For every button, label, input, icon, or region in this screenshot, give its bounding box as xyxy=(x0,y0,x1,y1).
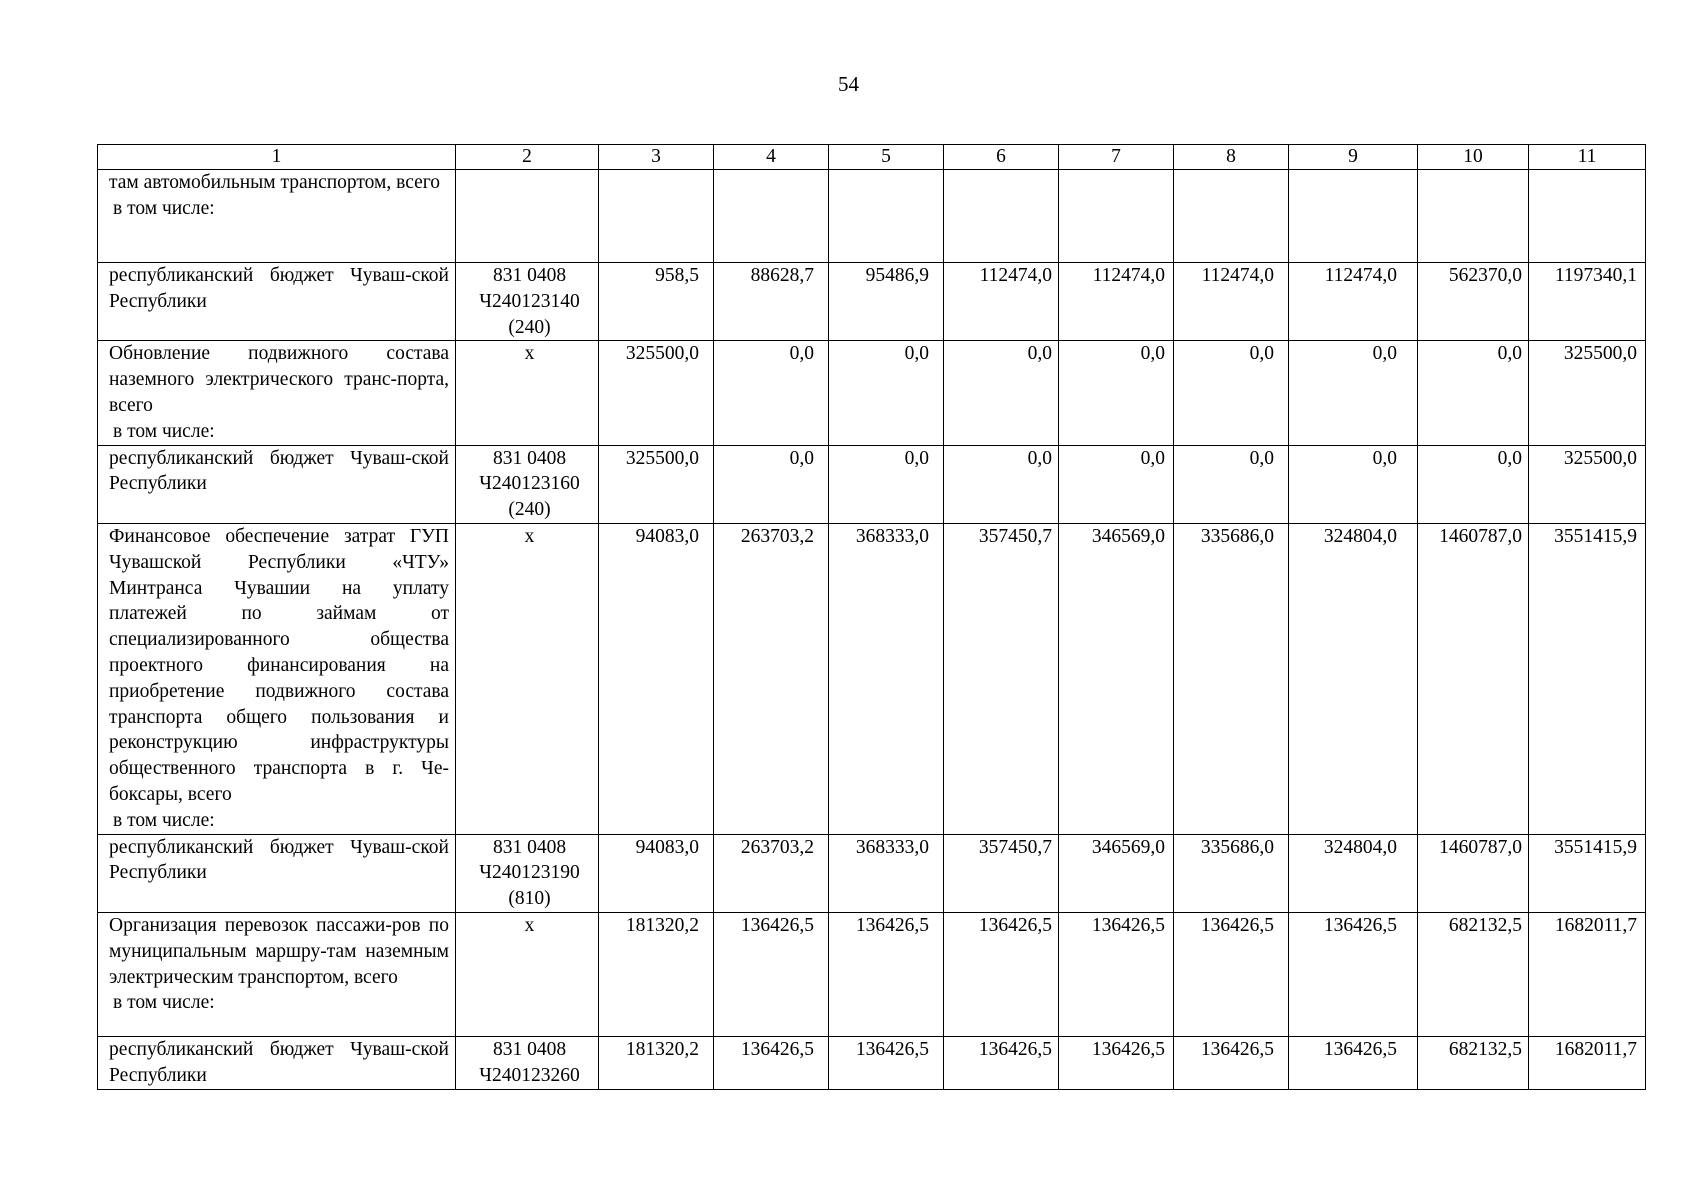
description-text: Организация перевозок пассажи-ров по муниципальным маршру-там наземным электрическим транспортом, всего xyxy=(109,914,449,988)
description-text: там автомобильным транспортом, всего xyxy=(109,172,441,193)
description-text: республиканский бюджет Чуваш-ской Республики xyxy=(109,1038,449,1086)
value-cell-col-4: 136426,5 xyxy=(714,1036,829,1089)
value-cell-col-10: 0,0 xyxy=(1418,341,1529,445)
row-description xyxy=(98,445,456,523)
table-row xyxy=(98,263,1646,341)
column-header: 3 xyxy=(599,145,714,170)
value-cell-col-4: 88628,7 xyxy=(714,263,829,341)
column-number-row xyxy=(98,145,1646,170)
value-cell-col-9: 112474,0 xyxy=(1289,263,1418,341)
value-cell-col-7: 136426,5 xyxy=(1059,1036,1174,1089)
value-cell-col-11: 325500,0 xyxy=(1529,445,1646,523)
value-cell-col-9: 136426,5 xyxy=(1289,1036,1418,1089)
column-header: 5 xyxy=(829,145,944,170)
budget-code-line: x xyxy=(524,343,535,365)
row-description xyxy=(98,523,456,834)
value-cell-col-4: 136426,5 xyxy=(714,912,829,1036)
budget-code xyxy=(456,912,599,1036)
column-header: 10 xyxy=(1418,145,1529,170)
value-cell-col-10: 682132,5 xyxy=(1418,1036,1529,1089)
budget-code-line: Ч240123140 xyxy=(479,290,580,312)
budget-code-line: (810) xyxy=(508,888,551,910)
value-cell-col-10: 562370,0 xyxy=(1418,263,1529,341)
value-cell-col-9: 136426,5 xyxy=(1289,912,1418,1036)
value-cell-col-5: 136426,5 xyxy=(829,1036,944,1089)
including-label: в том числе: xyxy=(113,809,215,831)
value-cell-col-3: 94083,0 xyxy=(599,523,714,834)
table-row xyxy=(98,341,1646,445)
value-cell-col-6: 112474,0 xyxy=(944,263,1059,341)
table-row xyxy=(98,1036,1646,1089)
value-cell-col-8: 136426,5 xyxy=(1174,912,1289,1036)
value-cell-col-6 xyxy=(944,170,1059,263)
including-label: в том числе: xyxy=(113,420,215,442)
value-cell-col-7: 0,0 xyxy=(1059,341,1174,445)
value-cell-col-9: 0,0 xyxy=(1289,341,1418,445)
budget-code-line: 831 0408 xyxy=(492,836,567,858)
value-cell-col-7: 346569,0 xyxy=(1059,523,1174,834)
value-cell-col-7: 136426,5 xyxy=(1059,912,1174,1036)
value-cell-col-6: 136426,5 xyxy=(944,1036,1059,1089)
description-text: республиканский бюджет Чуваш-ской Республики xyxy=(109,265,449,312)
budget-code-line: (240) xyxy=(508,316,551,338)
row-description xyxy=(98,1036,456,1089)
description-text: Финансовое обеспечение затрат ГУП Чувашской Республики «ЧТУ» Минтранса Чувашии на уплату платежей по займам от специализированного общества проектного финансирования на приобретение подвижного состава транспорта общего пользования и реконструкцию инфраструктуры общественного транспорта в г. Че-боксары, всего xyxy=(109,525,449,805)
budget-code-line: 831 0408 xyxy=(492,265,567,286)
value-cell-col-5: 0,0 xyxy=(829,341,944,445)
value-cell-col-8: 112474,0 xyxy=(1174,263,1289,341)
budget-code xyxy=(456,445,599,523)
value-cell-col-8: 335686,0 xyxy=(1174,834,1289,912)
value-cell-col-10: 1460787,0 xyxy=(1418,523,1529,834)
table-row xyxy=(98,170,1646,263)
value-cell-col-4: 0,0 xyxy=(714,341,829,445)
value-cell-col-11: 3551415,9 xyxy=(1529,523,1646,834)
value-cell-col-8: 0,0 xyxy=(1174,445,1289,523)
budget-code-line: Ч240123160 xyxy=(479,473,580,495)
value-cell-col-3: 958,5 xyxy=(599,263,714,341)
value-cell-col-11: 1197340,1 xyxy=(1529,263,1646,341)
value-cell-col-5: 0,0 xyxy=(829,445,944,523)
including-label: в том числе: xyxy=(113,992,215,1014)
value-cell-col-6: 0,0 xyxy=(944,341,1059,445)
column-header: 2 xyxy=(456,145,599,170)
value-cell-col-6: 357450,7 xyxy=(944,523,1059,834)
budget-code xyxy=(456,523,599,834)
row-description xyxy=(98,834,456,912)
value-cell-col-11: 1682011,7 xyxy=(1529,1036,1646,1089)
budget-code xyxy=(456,170,599,263)
value-cell-col-7: 112474,0 xyxy=(1059,263,1174,341)
description-text: республиканский бюджет Чуваш-ской Республики xyxy=(109,836,449,884)
column-header: 6 xyxy=(944,145,1059,170)
table-row xyxy=(98,912,1646,1036)
value-cell-col-5: 136426,5 xyxy=(829,912,944,1036)
value-cell-col-11: 1682011,7 xyxy=(1529,912,1646,1036)
budget-code xyxy=(456,1036,599,1089)
row-description xyxy=(98,912,456,1036)
value-cell-col-6: 136426,5 xyxy=(944,912,1059,1036)
value-cell-col-11 xyxy=(1529,170,1646,263)
value-cell-col-11: 3551415,9 xyxy=(1529,834,1646,912)
table-body xyxy=(98,170,1646,1090)
value-cell-col-7 xyxy=(1059,170,1174,263)
value-cell-col-3 xyxy=(599,170,714,263)
budget-code-line: (240) xyxy=(508,499,551,521)
budget-code xyxy=(456,341,599,445)
value-cell-col-10 xyxy=(1418,170,1529,263)
value-cell-col-4: 0,0 xyxy=(714,445,829,523)
value-cell-col-10: 0,0 xyxy=(1418,445,1529,523)
value-cell-col-6: 0,0 xyxy=(944,445,1059,523)
value-cell-col-3: 325500,0 xyxy=(599,341,714,445)
value-cell-col-5: 95486,9 xyxy=(829,263,944,341)
budget-code-line: 831 0408 xyxy=(492,1038,567,1060)
value-cell-col-7: 0,0 xyxy=(1059,445,1174,523)
value-cell-col-5: 368333,0 xyxy=(829,834,944,912)
row-description xyxy=(98,341,456,445)
value-cell-col-8: 0,0 xyxy=(1174,341,1289,445)
table-row xyxy=(98,523,1646,834)
value-cell-col-5 xyxy=(829,170,944,263)
value-cell-col-8 xyxy=(1174,170,1289,263)
value-cell-col-10: 682132,5 xyxy=(1418,912,1529,1036)
column-header: 11 xyxy=(1529,145,1646,170)
column-header: 9 xyxy=(1289,145,1418,170)
budget-code-line: Ч240123260 xyxy=(479,1064,580,1086)
value-cell-col-8: 136426,5 xyxy=(1174,1036,1289,1089)
value-cell-col-3: 94083,0 xyxy=(599,834,714,912)
value-cell-col-9: 0,0 xyxy=(1289,445,1418,523)
value-cell-col-6: 357450,7 xyxy=(944,834,1059,912)
including-label: в том числе: xyxy=(113,197,215,219)
table-row xyxy=(98,834,1646,912)
value-cell-col-9: 324804,0 xyxy=(1289,834,1418,912)
value-cell-col-4: 263703,2 xyxy=(714,834,829,912)
column-header: 8 xyxy=(1174,145,1289,170)
row-description xyxy=(98,170,456,263)
budget-table xyxy=(97,144,1646,1090)
value-cell-col-3: 181320,2 xyxy=(599,912,714,1036)
value-cell-col-11: 325500,0 xyxy=(1529,341,1646,445)
value-cell-col-7: 346569,0 xyxy=(1059,834,1174,912)
value-cell-col-4: 263703,2 xyxy=(714,523,829,834)
budget-code xyxy=(456,834,599,912)
table-row xyxy=(98,445,1646,523)
value-cell-col-4 xyxy=(714,170,829,263)
budget-code xyxy=(456,263,599,341)
value-cell-col-3: 181320,2 xyxy=(599,1036,714,1089)
budget-code-line: x xyxy=(524,525,535,547)
row-description xyxy=(98,263,456,341)
value-cell-col-3: 325500,0 xyxy=(599,445,714,523)
column-header: 1 xyxy=(98,145,456,170)
description-text: республиканский бюджет Чуваш-ской Республики xyxy=(109,447,449,495)
budget-code-line: Ч240123190 xyxy=(479,862,580,884)
description-text: Обновление подвижного состава наземного электрического транс-порта, всего xyxy=(109,343,449,416)
budget-code-line: 831 0408 xyxy=(492,447,567,469)
value-cell-col-8: 335686,0 xyxy=(1174,523,1289,834)
value-cell-col-9 xyxy=(1289,170,1418,263)
value-cell-col-9: 324804,0 xyxy=(1289,523,1418,834)
column-header: 4 xyxy=(714,145,829,170)
page-number: 54 xyxy=(838,72,859,96)
column-header: 7 xyxy=(1059,145,1174,170)
value-cell-col-10: 1460787,0 xyxy=(1418,834,1529,912)
budget-code-line: x xyxy=(524,914,535,936)
value-cell-col-5: 368333,0 xyxy=(829,523,944,834)
